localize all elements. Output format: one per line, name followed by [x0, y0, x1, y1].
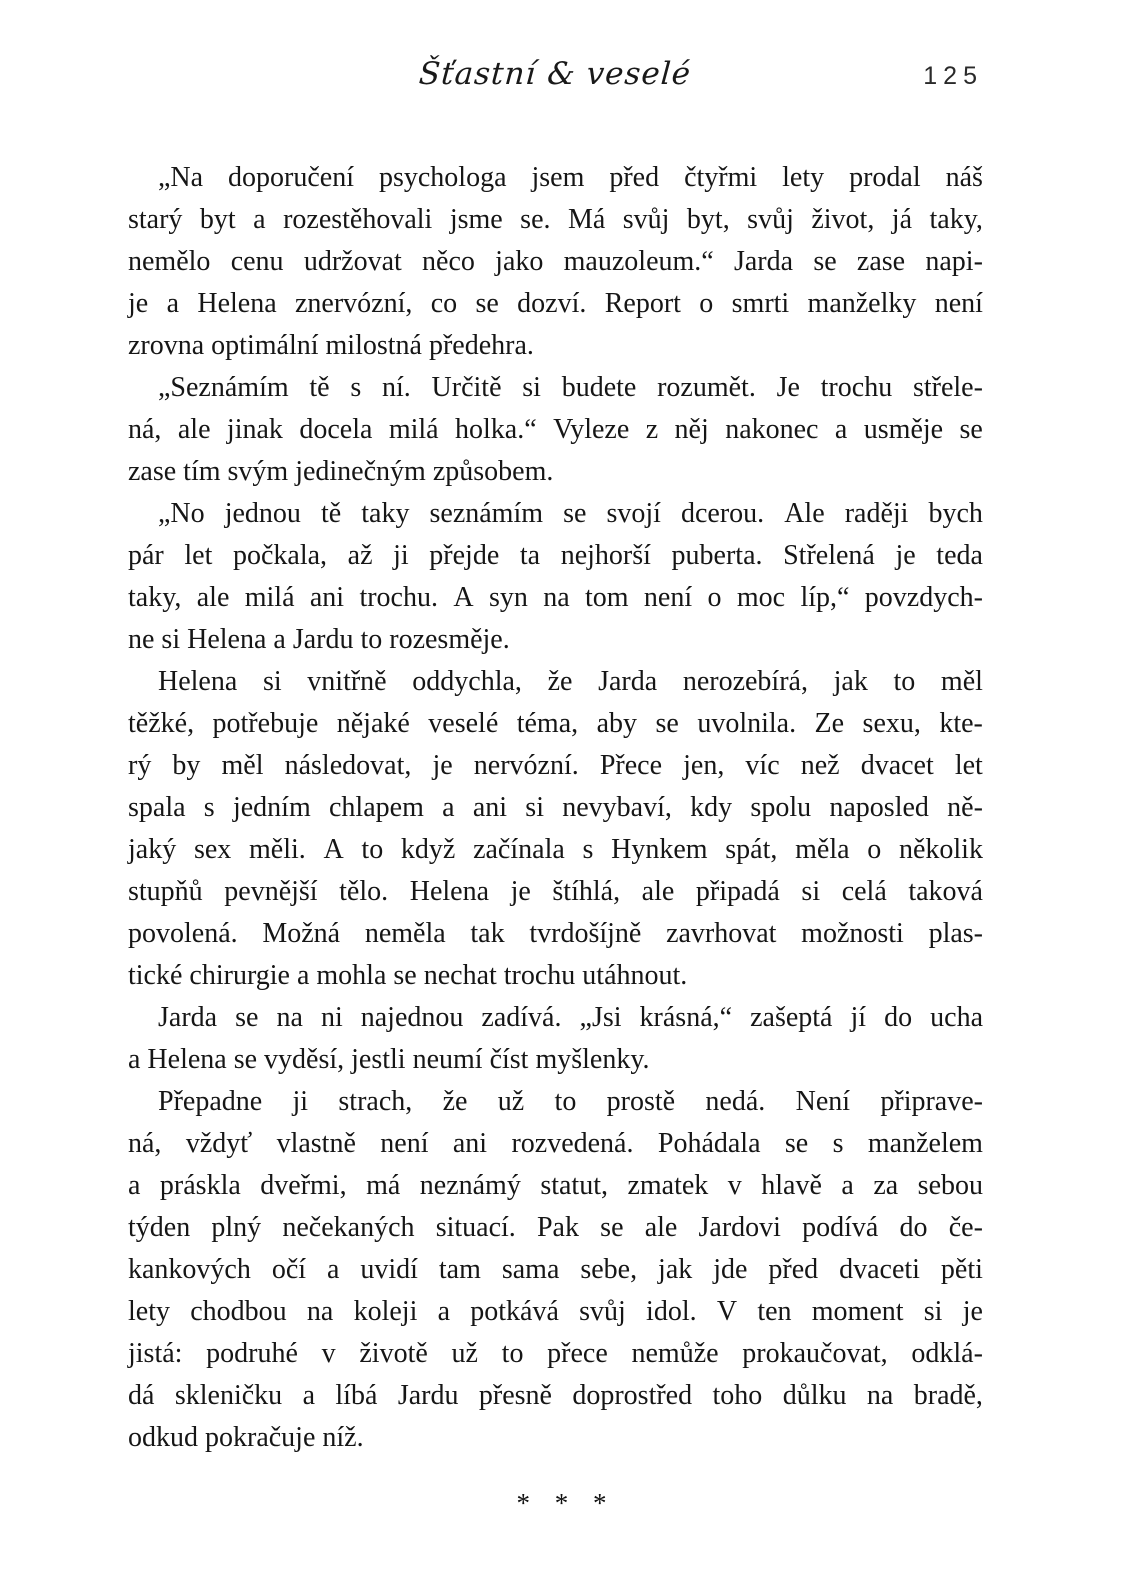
text-line: a práskla dveřmi, má neznámý statut, zmatek v hlavě a za sebou — [128, 1170, 983, 1201]
text-line: „Seznámím tě s ní. Určitě si budete rozumět. Je trochu střele- — [158, 372, 983, 403]
text-line: stupňů pevnější tělo. Helena je štíhlá, ale připadá si celá taková — [128, 876, 983, 907]
text-line: ná, ale jinak docela milá holka.“ Vyleze z něj nakonec a usměje se — [128, 414, 983, 445]
text-line: zrovna optimální milostná předehra. — [128, 330, 534, 361]
text-line: nemělo cenu udržovat něco jako mauzoleum.“ Jarda se zase napi- — [128, 246, 983, 277]
text-line: „No jednou tě taky seznámím se svojí dcerou. Ale raději bych — [158, 498, 983, 529]
text-line: lety chodbou na koleji a potkává svůj idol. V ten moment si je — [128, 1296, 983, 1327]
section-separator-stars: * * * — [516, 1488, 616, 1518]
text-line: taky, ale milá ani trochu. A syn na tom není o moc líp,“ povzdych- — [128, 582, 983, 613]
text-line: Jarda se na ni najednou zadívá. „Jsi krásná,“ zašeptá jí do ucha — [158, 1002, 983, 1033]
running-header — [128, 56, 983, 108]
text-line: jaký sex měli. A to když začínala s Hynkem spát, měla o několik — [128, 834, 983, 865]
text-line: pár let počkala, až ji přejde ta nejhorší puberta. Střelená je teda — [128, 540, 983, 571]
text-line: dá skleničku a líbá Jardu přesně doprostřed toho důlku na bradě, — [128, 1380, 983, 1411]
text-line: zase tím svým jedinečným způsobem. — [128, 456, 554, 487]
text-line: spala s jedním chlapem a ani si nevybaví, kdy spolu naposled ně- — [128, 792, 983, 823]
text-line: a Helena se vyděsí, jestli neumí číst myšlenky. — [128, 1044, 650, 1075]
text-line: je a Helena znervózní, co se dozví. Report o smrti manželky není — [128, 288, 983, 319]
text-line: těžké, potřebuje nějaké veselé téma, aby se uvolnila. Ze sexu, kte- — [128, 708, 983, 739]
text-line: odkud pokračuje níž. — [128, 1422, 364, 1453]
text-line: starý byt a rozestěhovali jsme se. Má svůj byt, svůj život, já taky, — [128, 204, 983, 235]
text-line: ná, vždyť vlastně není ani rozvedená. Pohádala se s manželem — [128, 1128, 983, 1159]
page-number: 125 — [923, 62, 983, 90]
text-line: jistá: podruhé v životě už to přece nemůže prokaučovat, odklá- — [128, 1338, 983, 1369]
text-block — [128, 157, 983, 1459]
text-line: Helena si vnitřně oddychla, že Jarda nerozebírá, jak to měl — [158, 666, 983, 697]
text-line: týden plný nečekaných situací. Pak se ale Jardovi podívá do če- — [128, 1212, 983, 1243]
text-line: ne si Helena a Jardu to rozesměje. — [128, 624, 510, 655]
text-line: kankových očí a uvidí tam sama sebe, jak jde před dvaceti pěti — [128, 1254, 983, 1285]
text-line: povolená. Možná neměla tak tvrdošíjně zavrhovat možnosti plas- — [128, 918, 983, 949]
text-line: Přepadne ji strach, že už to prostě nedá. Není připrave- — [158, 1086, 983, 1117]
text-line: rý by měl následovat, je nervózní. Přece jen, víc než dvacet let — [128, 750, 983, 781]
running-header-title: Šťastní & veselé — [418, 56, 693, 92]
text-line: „Na doporučení psychologa jsem před čtyřmi lety prodal náš — [158, 162, 983, 193]
text-line: tické chirurgie a mohla se nechat trochu utáhnout. — [128, 960, 688, 991]
